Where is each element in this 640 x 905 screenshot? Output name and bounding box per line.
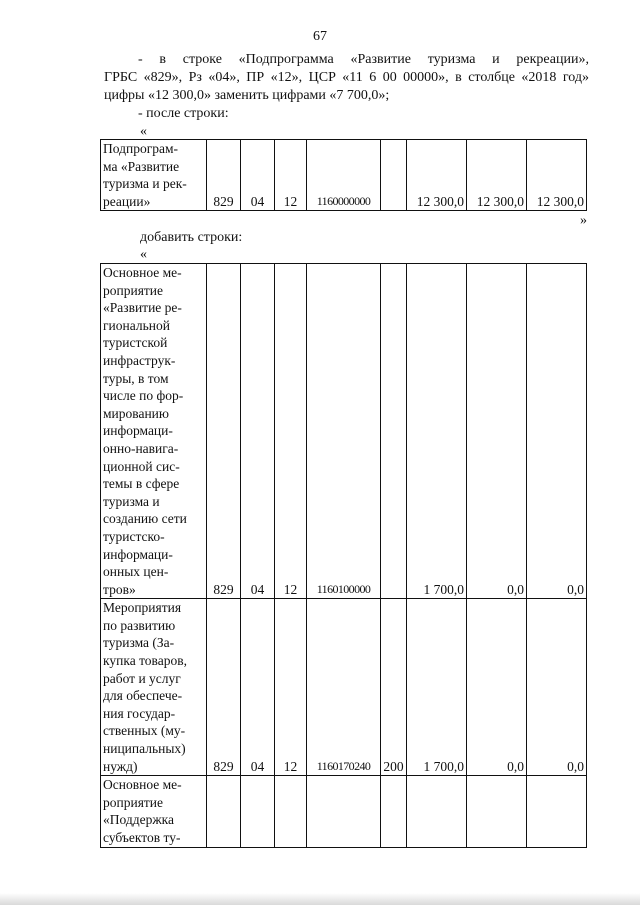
row-name-line: туризма и рек-	[103, 176, 187, 192]
grbs-cell: 829	[207, 599, 241, 776]
vr-cell	[381, 776, 407, 847]
row-name-line: ниципальных)	[103, 741, 186, 757]
row-name-line: туризма и	[103, 493, 160, 509]
table-subprogram	[100, 139, 587, 211]
table-added-rows	[100, 263, 587, 848]
row-name-line: информаци-	[103, 423, 173, 439]
row-name-line: Основное ме-	[103, 777, 182, 793]
row-name-line: информаци-	[103, 546, 173, 562]
row-name-line: нужд)	[103, 758, 138, 774]
amount-2020-cell	[527, 776, 587, 847]
pr-cell	[275, 776, 307, 847]
csr-cell: 1160100000	[307, 264, 381, 599]
row-name-line: ственных (му-	[103, 723, 186, 739]
row-name-line: «Поддержка	[103, 812, 175, 828]
open-quote: «	[140, 124, 147, 139]
csr-cell: 1160000000	[307, 140, 381, 211]
close-quote: »	[580, 213, 587, 228]
table-row	[101, 264, 587, 599]
amount-2019-cell: 0,0	[467, 599, 527, 776]
rz-cell: 04	[241, 140, 275, 211]
row-name-line: роприятие	[103, 794, 164, 810]
row-name-line: ма «Развитие	[103, 158, 180, 174]
row-name-line: Подпрограм-	[103, 141, 179, 156]
vr-cell: 200	[381, 599, 407, 776]
row-name-line: роприятие	[103, 282, 164, 298]
csr-cell: 1160170240	[307, 599, 381, 776]
row-name-cell	[101, 599, 207, 776]
row-name-line: Мероприятия	[103, 600, 182, 616]
open-quote: «	[140, 247, 147, 262]
paragraph-line: - в строке «Подпрограмма «Развитие туризма и рекреации»,	[138, 52, 589, 67]
table-row	[101, 776, 587, 847]
row-name-line: субъектов ту-	[103, 830, 181, 845]
amount-2020-cell: 12 300,0	[527, 140, 587, 211]
vr-cell	[381, 140, 407, 211]
amount-2018-cell	[407, 776, 467, 847]
vr-cell	[381, 264, 407, 599]
page-number: 67	[313, 29, 327, 44]
amount-2018-cell: 12 300,0	[407, 140, 467, 211]
table-row	[101, 140, 587, 211]
row-name-line: по развитию	[103, 617, 176, 633]
row-name-line: туристско-	[103, 528, 165, 544]
paragraph-line: ГРБС «829», Рз «04», ПР «12», ЦСР «11 6 00 00000», в столбце «2018 год»	[104, 70, 589, 85]
paragraph-line: цифры «12 300,0» заменить цифрами «7 700,0»;	[104, 88, 390, 103]
row-name-line: мированию	[103, 405, 169, 421]
pr-cell: 12	[275, 264, 307, 599]
amount-2020-cell: 0,0	[527, 264, 587, 599]
pr-cell: 12	[275, 140, 307, 211]
row-name-line: туры, в том	[103, 370, 169, 386]
row-name-line: онно-навига-	[103, 440, 179, 456]
row-name-line: ционной сис-	[103, 458, 180, 474]
amount-2020-cell: 0,0	[527, 599, 587, 776]
row-name-line: темы в сфере	[103, 476, 180, 492]
grbs-cell	[207, 776, 241, 847]
pr-cell: 12	[275, 599, 307, 776]
amount-2018-cell: 1 700,0	[407, 264, 467, 599]
row-name-line: гиональной	[103, 317, 170, 333]
row-name-line: созданию сети	[103, 511, 187, 527]
rz-cell: 04	[241, 599, 275, 776]
row-name-line: Основное ме-	[103, 265, 182, 280]
row-name-line: купка товаров,	[103, 653, 187, 669]
row-name-line: для обеспече-	[103, 688, 183, 704]
row-name-line: числе по фор-	[103, 388, 184, 404]
row-name-line: туристской	[103, 335, 168, 351]
rz-cell: 04	[241, 264, 275, 599]
amendment-paragraph	[104, 51, 589, 105]
after-row-text: - после строки:	[138, 106, 229, 121]
row-name-line: ния государ-	[103, 705, 176, 721]
row-name-line: инфраструк-	[103, 352, 176, 368]
scan-bottom-edge	[0, 893, 640, 905]
row-name-line: онных цен-	[103, 564, 169, 580]
grbs-cell: 829	[207, 264, 241, 599]
row-name-line: реации»	[103, 193, 151, 209]
amount-2019-cell: 12 300,0	[467, 140, 527, 211]
table-row	[101, 599, 587, 776]
row-name-line: тров»	[103, 581, 136, 597]
row-name-line: туризма (За-	[103, 635, 175, 651]
csr-cell	[307, 776, 381, 847]
amount-2019-cell	[467, 776, 527, 847]
grbs-cell: 829	[207, 140, 241, 211]
row-name-cell	[101, 776, 207, 847]
row-name-cell	[101, 140, 207, 211]
row-name-line: работ и услуг	[103, 670, 181, 686]
rz-cell	[241, 776, 275, 847]
amount-2018-cell: 1 700,0	[407, 599, 467, 776]
add-rows-text: добавить строки:	[140, 230, 243, 245]
row-name-line: «Развитие ре-	[103, 300, 182, 316]
amount-2019-cell: 0,0	[467, 264, 527, 599]
row-name-cell	[101, 264, 207, 599]
